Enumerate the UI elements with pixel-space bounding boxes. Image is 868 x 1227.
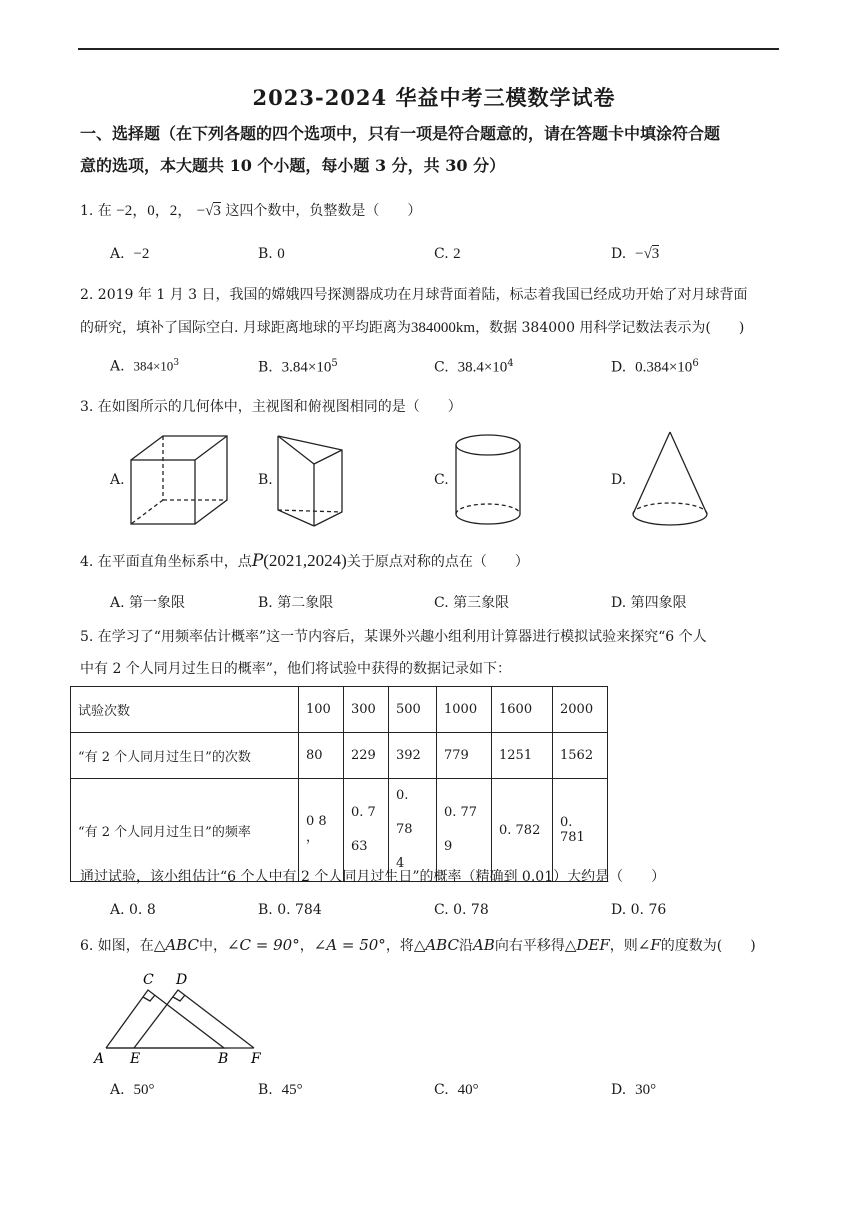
sqrt-icon: √3: [205, 203, 221, 219]
q6-option-d[interactable]: D. 30°: [611, 1082, 657, 1098]
label-b: B: [218, 1051, 229, 1067]
q3-option-c[interactable]: C.: [434, 472, 449, 488]
data-table: [70, 686, 608, 882]
cylinder-figure: [448, 430, 528, 530]
exam-title: 2023-2024 华益中考三模数学试卷: [252, 85, 616, 110]
question-3: 3. 在如图所示的几何体中，主视图和俯视图相同的是（ ）: [80, 399, 462, 415]
q1-option-c[interactable]: C. 2: [434, 246, 461, 262]
q4-option-a[interactable]: A. 第一象限: [110, 595, 186, 611]
prism-figure: [270, 430, 350, 530]
q2-option-d[interactable]: D. $0.384\times 10^6$: [611, 358, 699, 376]
label-d: D: [176, 972, 188, 988]
question-4: 4. 在平面直角坐标系中，点P(2021,2024)关于原点对称的点在（ ）: [80, 551, 529, 571]
cube-figure: [125, 430, 235, 530]
translation-figure: [88, 968, 278, 1068]
q2-option-b[interactable]: B. $3.84\times 10^5$: [258, 358, 338, 376]
question-5-line1: 5. 在学习了“用频率估计概率”这一节内容后，某课外兴趣小组利用计算器进行模拟试验来探究“6 个人: [80, 629, 707, 645]
q4-option-b[interactable]: B. 第二象限: [258, 595, 334, 611]
q1-option-b[interactable]: B. 0: [258, 246, 285, 262]
q4-option-c[interactable]: C. 第三象限: [434, 595, 510, 611]
q5-option-a[interactable]: A. 0. 8: [110, 902, 156, 918]
q2-option-c[interactable]: C. $38.4\times 10^4$: [434, 358, 514, 376]
label-e: E: [130, 1051, 141, 1067]
q5-option-b[interactable]: B. 0. 784: [258, 902, 322, 918]
label-a: A: [94, 1051, 105, 1067]
q3-option-a[interactable]: A.: [110, 472, 125, 488]
label-c: C: [143, 972, 154, 988]
q1-numbers: −2，0，2，: [116, 203, 193, 219]
label-f: F: [251, 1051, 261, 1067]
section-heading-line1: 一、选择题（在下列各题的四个选项中，只有一项是符合题意的，请在答题卡中填涂符合题: [80, 124, 721, 143]
header-rule: [78, 48, 779, 50]
q1-prefix: 1. 在: [80, 203, 112, 219]
q1-suffix: 这四个数中，负整数是（ ）: [225, 203, 422, 219]
question-2-line2: 的研究，填补了国际空白. 月球距离地球的平均距离为384000km，数据 384000 用科学记数法表示为( ): [80, 320, 745, 336]
sqrt-icon: √3: [643, 246, 660, 262]
cone-figure: [625, 428, 715, 532]
q4-option-d[interactable]: D. 第四象限: [611, 595, 687, 611]
question-2-line1: 2. 2019 年 1 月 3 日，我国的嫦娥四号探测器成功在月球背面着陆，标志着我国已经成功开始了对月球背面: [80, 287, 748, 303]
question-5-ask: 通过试验，该小组估计“6 个人中有 2 个人同月过生日”的概率（精确到 0.01）大约是（ ）: [80, 869, 666, 885]
q3-option-b[interactable]: B.: [258, 472, 273, 488]
q5-option-c[interactable]: C. 0. 78: [434, 902, 489, 918]
q2-option-a[interactable]: A. $384\times 10^3$: [110, 358, 180, 375]
q1-neg-sign: −: [196, 203, 206, 219]
table-row: “有 2 个人同月过生日”的频率 0 8 ， 0. 7 63 0. 78 4 0. 77 9 0. 782 0. 781: [71, 779, 608, 882]
table-row: 试验次数 100 300 500 1000 1600 2000: [71, 687, 608, 733]
q6-option-b[interactable]: B. 45°: [258, 1082, 303, 1098]
question-6: 6. 如图，在△ABC中，∠C = 90°，∠A = 50°，将△ABC沿AB向右平移得△DEF，则∠F的度数为( ): [80, 936, 756, 954]
q3-option-d[interactable]: D.: [611, 472, 627, 488]
q1-option-d[interactable]: D. −√3: [611, 246, 660, 262]
q1-option-a[interactable]: A. −2: [110, 246, 150, 262]
question-5-line2: 中有 2 个人同月过生日的概率”，他们将试验中获得的数据记录如下：: [80, 661, 511, 677]
section-heading-line2: 意的选项，本大题共 10 个小题，每小题 3 分，共 30 分）: [80, 156, 506, 175]
q5-option-d[interactable]: D. 0. 76: [611, 902, 667, 918]
table-row: “有 2 个人同月过生日”的次数 80 229 392 779 1251 1562: [71, 733, 608, 779]
q6-option-c[interactable]: C. 40°: [434, 1082, 479, 1098]
question-1: [80, 200, 800, 222]
q6-option-a[interactable]: A. 50°: [110, 1082, 155, 1098]
